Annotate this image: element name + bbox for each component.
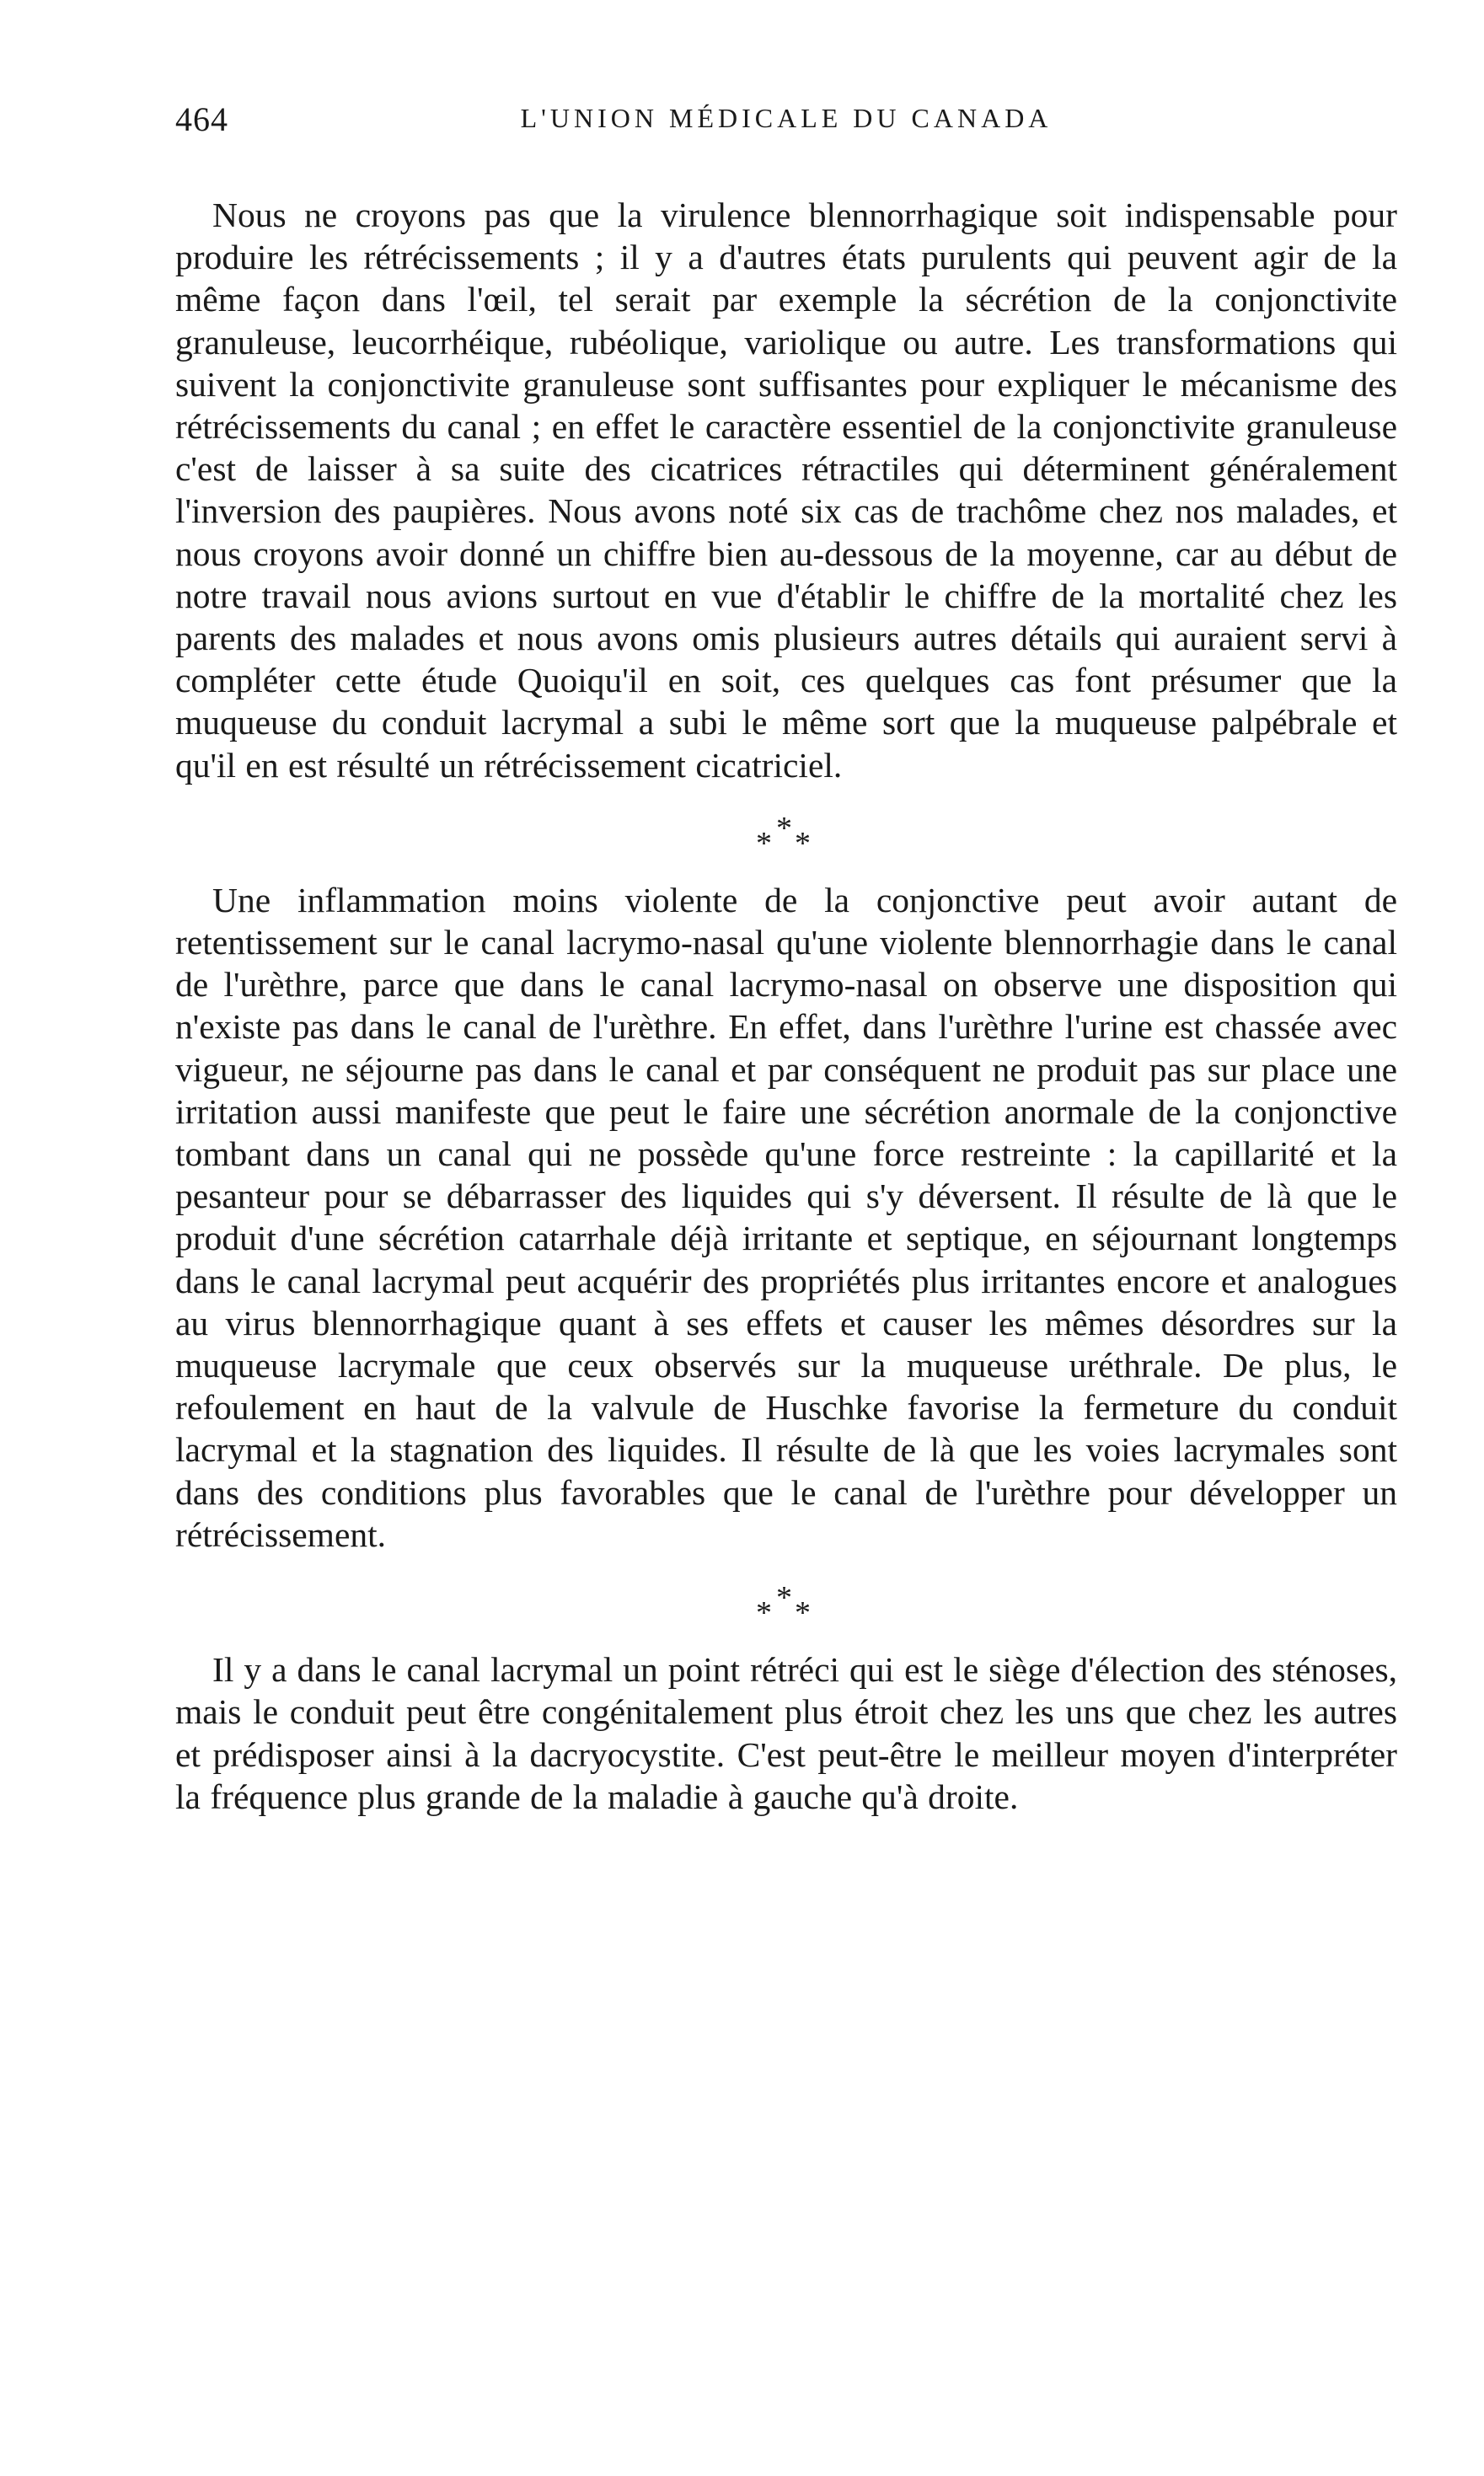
running-head (175, 99, 1397, 150)
page (175, 99, 1397, 1818)
journal-title: L'UNION MÉDICALE DU CANADA (520, 103, 1053, 133)
asterism-star: * (795, 825, 811, 861)
asterism-star: * (756, 825, 772, 861)
asterism-star: * (795, 1595, 811, 1632)
page-number: 464 (175, 100, 228, 138)
asterism-1 (175, 812, 1397, 864)
asterism-star: * (776, 810, 792, 846)
paragraph-2: Une inflammation moins violente de la conjonctive peut avoir autant de retentissement sur le canal lacrymo-nasal qu'une violente blennorrhagie dans le canal de l'urèthre, parce que dans le canal lacrymo-nasal on observe une disposition qui n'existe pas dans le canal de l'urèthre. En effet, dans l'urèthre l'urine est chassée avec vigueur, ne séjourne pas dans le canal et par conséquent ne produit pas sur place une irritation aussi manifeste que peut le faire une sécrétion anormale de la conjonctive tombant dans un canal qui ne possède qu'une force restreinte : la capillarité et la pesanteur pour se débarrasser des liquides qui s'y déversent. Il résulte de là que le produit d'une sécrétion catarrhale déjà irritante et septique, en séjournant longtemps dans le canal lacrymal peut acquérir des propriétés plus irritantes encore et analogues au virus blennorrhagique quant à ses effets et causer les mêmes désordres sur la muqueuse lacrymale que ceux observés sur la muqueuse uréthrale. De plus, le refoulement en haut de la valvule de Huschke favorise la fermeture du conduit lacrymal et la stagnation des liquides. Il résulte de là que les voies lacrymales sont dans des conditions plus favorables que le canal de l'urèthre pour développer un rétrécissement. (175, 880, 1397, 1554)
asterism-star: * (756, 1595, 772, 1632)
asterism-star: * (776, 1580, 792, 1616)
paragraph-1: Nous ne croyons pas que la virulence blennorrhagique soit indispensable pour produire les rétrécissements ; il y a d'autres états purulents qui peuvent agir de la même façon dans l'œil, tel serait par exemple la sécrétion de la conjonctivite granuleuse, leucorrhéique, rubéolique, variolique ou autre. Les transformations qui suivent la conjonctivite granuleuse sont suffisantes pour expliquer le mécanisme des rétrécissements du canal ; en effet le caractère essentiel de la conjonctivite granuleuse c'est de laisser à sa suite des cicatrices rétractiles qui déterminent généralement l'inversion des paupières. Nous avons noté six cas de trachôme chez nos malades, et nous croyons avoir donné un chiffre bien au-dessous de la moyenne, car au début de notre travail nous avions surtout en vue d'établir le chiffre de la mortalité chez les parents des malades et nous avons omis plusieurs autres détails qui auraient servi à compléter cette étude Quoiqu'il en soit, ces quelques cas font présumer que la muqueuse du conduit lacrymal a subi le même sort que la muqueuse palpébrale et qu'il en est résulté un rétrécissement cicatriciel. (175, 196, 1397, 785)
paragraph-3: Il y a dans le canal lacrymal un point rétréci qui est le siège d'élection des sténoses, mais le conduit peut être congénitalement plus étroit chez les uns que chez les autres et prédisposer ainsi à la dacryocystite. C'est peut-être le meilleur moyen d'interpréter la fréquence plus grande de la maladie à gauche qu'à droite. (175, 1650, 1397, 1816)
asterism-2 (175, 1581, 1397, 1633)
